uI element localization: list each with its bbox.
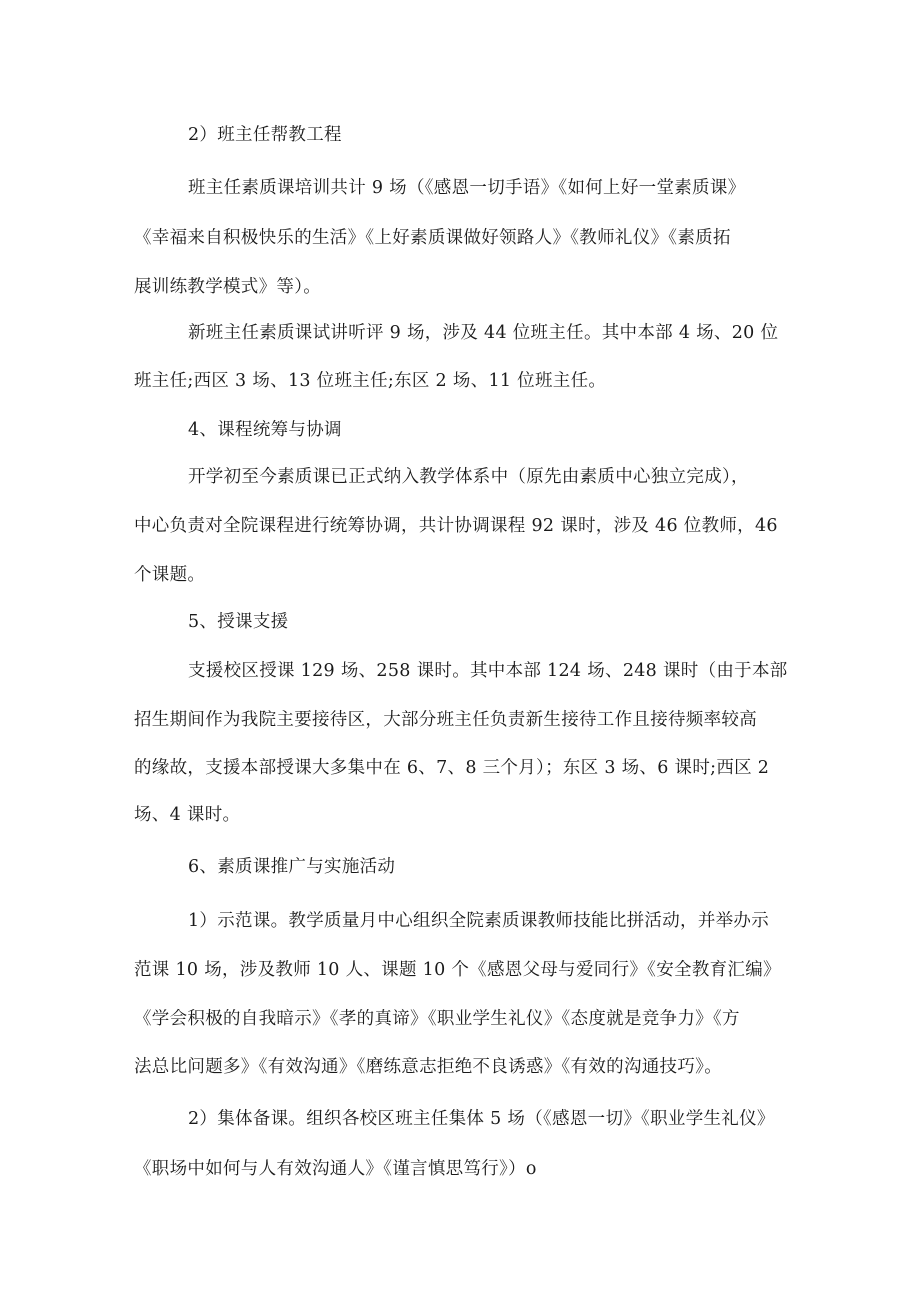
paragraph-line: 法总比问题多》《有效沟通》《磨练意志拒绝不良诱惑》《有效的沟通技巧》。 [134, 1057, 722, 1077]
paragraph-line: 的缘故，支援本部授课大多集中在 6、7、8 三个月）；东区 3 场、6 课时;西区 2 [134, 758, 770, 778]
paragraph-line: 新班主任素质课试讲听评 9 场，涉及 44 位班主任。其中本部 4 场、20 位 [188, 323, 779, 343]
section-heading-course-coordination: 4、课程统筹与协调 [188, 420, 342, 440]
paragraph-line: 中心负责对全院课程进行统筹协调，共计协调课程 92 课时，涉及 46 位教师，46 [134, 516, 778, 536]
paragraph-line: 1）示范课。教学质量月中心组织全院素质课教师技能比拼活动，并举办示 [188, 911, 770, 931]
paragraph-line: 开学初至今素质课已正式纳入教学体系中（原先由素质中心独立完成）， [188, 467, 749, 487]
paragraph-line: 《学会积极的自我暗示》《孝的真谛》《职业学生礼仪》《态度就是竞争力》《方 [134, 1009, 740, 1029]
section-heading-class-teacher-mentoring: 2）班主任帮教工程 [188, 125, 342, 145]
paragraph-line: 《幸福来自积极快乐的生活》《上好素质课做好领路人》《教师礼仪》《素质拓 [134, 228, 731, 248]
section-heading-teaching-support: 5、授课支援 [188, 612, 289, 632]
paragraph-line: 招生期间作为我院主要接待区，大部分班主任负责新生接待工作且接待频率较高 [134, 710, 757, 730]
paragraph-line: 范课 10 场，涉及教师 10 人、课题 10 个《感恩父母与爱同行》《安全教育汇编》 [134, 960, 781, 980]
paragraph-line: 2）集体备课。组织各校区班主任集体 5 场（《感恩一切》《职业学生礼仪》 [188, 1109, 775, 1129]
paragraph-line: 《职场中如何与人有效沟通人》《谨言慎思笃行》）o [134, 1159, 537, 1179]
paragraph-line: 班主任素质课培训共计 9 场（《感恩一切手语》《如何上好一堂素质课》 [188, 178, 746, 198]
paragraph-line: 展训练教学模式》等）。 [134, 277, 322, 297]
paragraph-line: 支援校区授课 129 场、258 课时。其中本部 124 场、248 课时（由于本部 [188, 661, 788, 681]
section-heading-promotion-activities: 6、素质课推广与实施活动 [188, 857, 396, 877]
paragraph-line: 个课题。 [134, 565, 206, 585]
paragraph-line: 班主任;西区 3 场、13 位班主任;东区 2 场、11 位班主任。 [134, 371, 607, 391]
paragraph-line: 场、4 课时。 [134, 805, 241, 825]
